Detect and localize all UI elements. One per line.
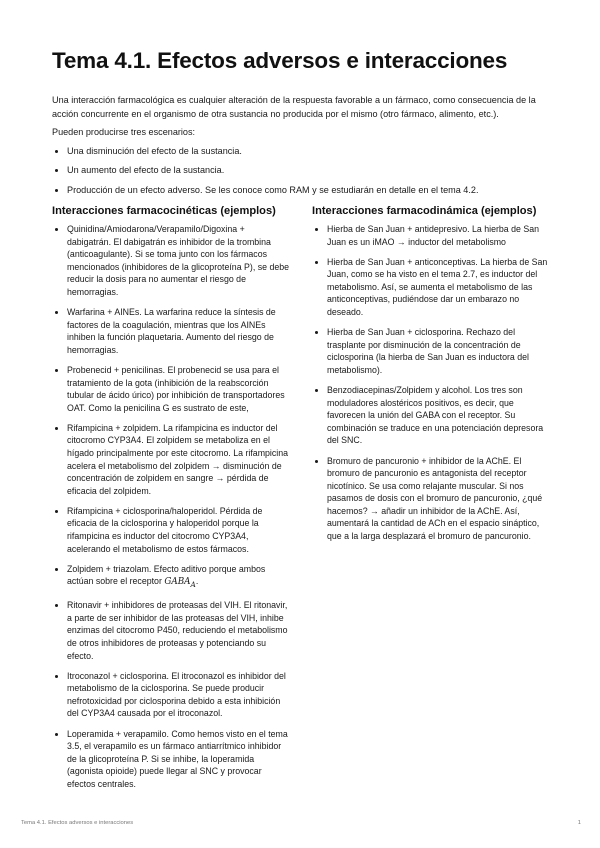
list-item <box>67 563 290 592</box>
zolpidem-item-text: Zolpidem + triazolam. Efecto aditivo porque ambos actúan sobre el receptor <box>67 563 266 587</box>
pharmacokinetic-list <box>52 223 290 791</box>
list-item: • Un aumento del efecto de la sustancia. <box>67 164 548 178</box>
page-number: 1 <box>577 820 581 826</box>
list-item: • Itroconazol + ciclosporina. El itroconazol es inhibidor del metabolismo de la ciclosporina. Se puede producir nefrotoxicidad por ciclosporina debido a esta inhibición del CYP3A4 causada por el itroconazol. <box>67 670 290 720</box>
list-item: • Benzodiacepinas/Zolpidem y alcohol. Los tres son moduladores alostéricos positivos, es decir, que favorecen la unión del GABA con el receptor. Su combinación se traduce en una potenciación depresora del SNC. <box>327 384 548 447</box>
list-item: • Hierba de San Juan + ciclosporina. Rechazo del trasplante por disminución de la concentración de ciclosporina (la hierba de San Juan es inductora del metabolismo). <box>327 326 548 376</box>
list-item: • Una disminución del efecto de la sustancia. <box>67 145 548 159</box>
list-item: • Hierba de San Juan + anticonceptivas. La hierba de San Juan, como se ha visto en el tema 2.7, es inductor del metabolismo. Así, se aumenta el metabolismo de las anticonceptivas, pudiéndose dar un embarazo no deseado. <box>327 256 548 319</box>
page-footer <box>21 820 581 826</box>
list-item: • Producción de un efecto adverso. Se les conoce como RAM y se estudiarán en detalle en el tema 4.2. <box>67 184 548 198</box>
footer-title: Tema 4.1. Efectos adversos e interacciones <box>21 820 134 826</box>
list-item: • Quinidina/Amiodarona/Verapamilo/Digoxina + dabigatrán. El dabigatrán es inhibidor de la trombina (anticoagulante). Si se toma junto con los fármacos mencionados (inhibidores de la glicoproteína P), se debe reducir la dosis para no aumentar el riesgo de hemorragias. <box>67 223 290 299</box>
zolpidem-item-end: . <box>195 576 199 587</box>
pharmacodynamic-heading: Interacciones farmacodinámica (ejemplos) <box>312 205 537 217</box>
gaba-a-formula <box>164 576 199 590</box>
list-item: • Bromuro de pancuronio + inhibidor de la AChE. El bromuro de pancuronio es antagonista del receptor nicotínico. Se usa como relajante muscular. Si nos pasamos de dosis con el bromuro de pancuronio, ¿qué hacemos? → añadir un inhibidor de la AChE. Así, aumentará la cantidad de ACh en el espacio sináptico, que a la larga desplazará el bromuro de pancuronio. <box>327 455 548 543</box>
pharmacokinetic-heading: Interacciones farmacocinéticas (ejemplos) <box>52 205 276 217</box>
page-title: Tema 4.1. Efectos adversos e interacciones <box>52 48 508 73</box>
gaba-subscript: A <box>190 580 196 590</box>
intro-scenarios-lead: Pueden producirse tres escenarios: <box>52 127 196 138</box>
list-item: • Warfarina + AINEs. La warfarina reduce la síntesis de factores de la coagulación, mientras que los AINEs inhiben la función plaquetaria. Aumento del riesgo de hemorragias. <box>67 306 290 356</box>
gaba-symbol: GABA <box>164 577 191 588</box>
list-item: • Hierba de San Juan + antidepresivo. La hierba de San Juan es un iMAO → inductor del metabolismo <box>327 223 548 248</box>
list-item: • Probenecid + penicilinas. El probenecid se usa para el tratamiento de la gota (inhibición de la reabscorción tubular de ácido úrico) por inhibición de transportadores OAT. Como la penicilina G es sustrato de este, <box>67 364 290 414</box>
scenario-list <box>52 145 548 198</box>
two-column-section <box>52 205 548 798</box>
list-item: • Loperamida + verapamilo. Como hemos visto en el tema 3.5, el verapamilo es un fármaco antiarrítmico inhibidor de la glicoproteína P. Si se inhibe, la loperamida (agonista opioide) puede llegar al SNC y provocar efectos centrales. <box>67 728 290 791</box>
pharmacokinetic-column <box>52 205 290 798</box>
pharmacodynamic-list <box>312 223 548 543</box>
intro-paragraph: Una interacción farmacológica es cualquier alteración de la respuesta favorable a un fármaco, como consecuencia de la acción concurrente en el organismo de otra sustancia no producida por el mismo (otro fármaco, alimento, etc.). <box>52 95 536 119</box>
list-item: • Rifampicina + zolpidem. La rifampicina es inductor del citocromo CYP3A4. El zolpidem se metaboliza en el hígado principalmente por este citocromo. La rifampicina acelera el metabolismo del zolpidem → disminución de concentración de zolpidem en sangre → pérdida de eficacia del zolpidem. <box>67 422 290 498</box>
list-item: • Rifampicina + ciclosporina/haloperidol. Pérdida de eficacia de la ciclosporina y haloperidol porque la rifampicina es inductor del citocromo CYP3A4, acelerando el metabolismo de estos fármacos. <box>67 505 290 555</box>
intro-section <box>52 94 548 204</box>
list-item: • Ritonavir + inhibidores de proteasas del VIH. El ritonavir, a parte de ser inhibidor de las proteasas del VIH, inhibe enzimas del citocromo P450, reduciendo el metabolismo de otros inhibidores de proteasas y potenciando su efecto. <box>67 599 290 662</box>
pharmacodynamic-column <box>312 205 548 798</box>
